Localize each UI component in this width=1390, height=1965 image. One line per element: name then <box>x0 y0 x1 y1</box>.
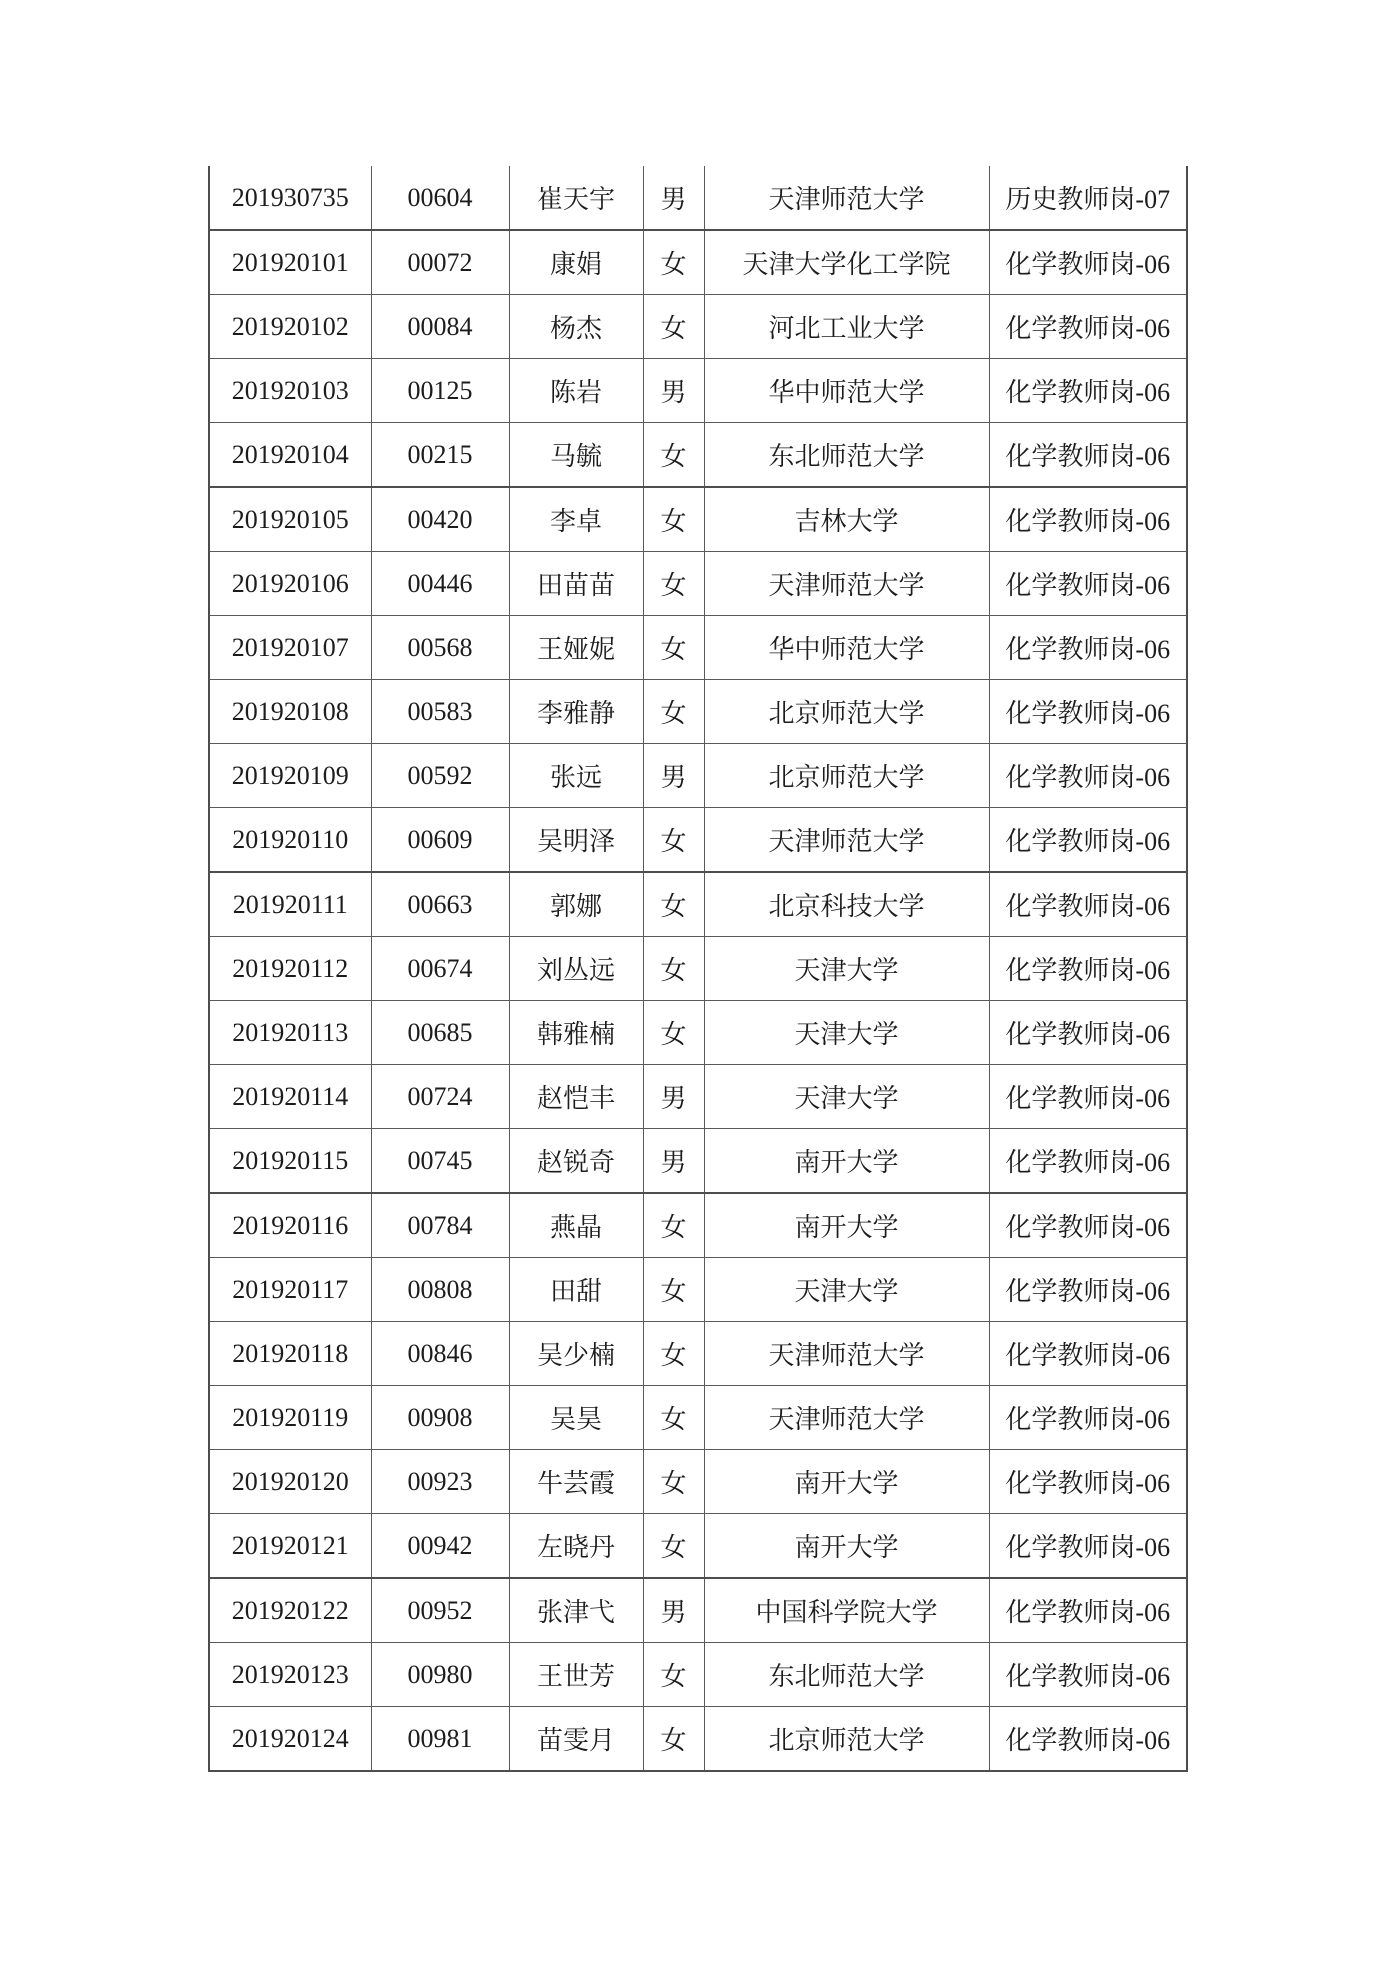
candidate-number-cell: 00784 <box>371 1193 509 1258</box>
candidate-number-cell: 00685 <box>371 1001 509 1065</box>
registration-number-cell: 201930735 <box>209 166 371 230</box>
position-cell: 化学教师岗-06 <box>989 423 1187 488</box>
table-row <box>209 1258 1187 1322</box>
position-cell: 化学教师岗-06 <box>989 937 1187 1001</box>
university-cell: 华中师范大学 <box>704 359 989 423</box>
name-cell: 赵锐奇 <box>509 1129 643 1194</box>
gender-cell: 女 <box>643 1643 704 1707</box>
registration-number-cell: 201920117 <box>209 1258 371 1322</box>
position-cell: 化学教师岗-06 <box>989 808 1187 873</box>
name-cell: 赵恺丰 <box>509 1065 643 1129</box>
table-row <box>209 359 1187 423</box>
position-cell: 化学教师岗-06 <box>989 1514 1187 1579</box>
name-cell: 田苗苗 <box>509 552 643 616</box>
name-cell: 李卓 <box>509 487 643 552</box>
position-cell: 化学教师岗-06 <box>989 1322 1187 1386</box>
position-cell: 化学教师岗-06 <box>989 487 1187 552</box>
candidate-number-cell: 00942 <box>371 1514 509 1579</box>
candidate-number-cell: 00446 <box>371 552 509 616</box>
gender-cell: 女 <box>643 552 704 616</box>
gender-cell: 女 <box>643 1386 704 1450</box>
registration-number-cell: 201920111 <box>209 872 371 937</box>
table-row <box>209 1578 1187 1643</box>
gender-cell: 男 <box>643 359 704 423</box>
candidate-number-cell: 00908 <box>371 1386 509 1450</box>
table-row <box>209 166 1187 230</box>
name-cell: 陈岩 <box>509 359 643 423</box>
candidate-number-cell: 00125 <box>371 359 509 423</box>
table-row <box>209 808 1187 873</box>
registration-number-cell: 201920102 <box>209 295 371 359</box>
registration-number-cell: 201920105 <box>209 487 371 552</box>
candidate-number-cell: 00674 <box>371 937 509 1001</box>
university-cell: 天津大学 <box>704 937 989 1001</box>
candidate-number-cell: 00846 <box>371 1322 509 1386</box>
position-cell: 化学教师岗-06 <box>989 1065 1187 1129</box>
position-cell: 化学教师岗-06 <box>989 680 1187 744</box>
table-row <box>209 1386 1187 1450</box>
position-cell: 化学教师岗-06 <box>989 1578 1187 1643</box>
position-cell: 化学教师岗-06 <box>989 1129 1187 1194</box>
university-cell: 北京师范大学 <box>704 680 989 744</box>
table-row <box>209 680 1187 744</box>
candidate-number-cell: 00981 <box>371 1707 509 1772</box>
university-cell: 华中师范大学 <box>704 616 989 680</box>
registration-number-cell: 201920109 <box>209 744 371 808</box>
table-row <box>209 1193 1187 1258</box>
registration-number-cell: 201920107 <box>209 616 371 680</box>
gender-cell: 女 <box>643 616 704 680</box>
position-cell: 化学教师岗-06 <box>989 1707 1187 1772</box>
name-cell: 韩雅楠 <box>509 1001 643 1065</box>
position-cell: 化学教师岗-06 <box>989 1450 1187 1514</box>
position-cell: 化学教师岗-06 <box>989 1258 1187 1322</box>
registration-number-cell: 201920101 <box>209 230 371 295</box>
registration-number-cell: 201920103 <box>209 359 371 423</box>
name-cell: 牛芸霞 <box>509 1450 643 1514</box>
gender-cell: 女 <box>643 1258 704 1322</box>
candidate-number-cell: 00592 <box>371 744 509 808</box>
gender-cell: 女 <box>643 1450 704 1514</box>
table-row <box>209 1065 1187 1129</box>
university-cell: 北京师范大学 <box>704 744 989 808</box>
university-cell: 天津师范大学 <box>704 1386 989 1450</box>
registration-number-cell: 201920110 <box>209 808 371 873</box>
candidate-number-cell: 00923 <box>371 1450 509 1514</box>
university-cell: 天津师范大学 <box>704 166 989 230</box>
name-cell: 马毓 <box>509 423 643 488</box>
university-cell: 天津师范大学 <box>704 552 989 616</box>
university-cell: 南开大学 <box>704 1450 989 1514</box>
table-row <box>209 1001 1187 1065</box>
university-cell: 南开大学 <box>704 1193 989 1258</box>
registration-number-cell: 201920121 <box>209 1514 371 1579</box>
name-cell: 李雅静 <box>509 680 643 744</box>
table-row <box>209 616 1187 680</box>
registration-number-cell: 201920104 <box>209 423 371 488</box>
name-cell: 张津弋 <box>509 1578 643 1643</box>
candidate-number-cell: 00583 <box>371 680 509 744</box>
gender-cell: 男 <box>643 1578 704 1643</box>
candidate-roster-table <box>208 166 1188 1772</box>
gender-cell: 女 <box>643 487 704 552</box>
position-cell: 化学教师岗-06 <box>989 359 1187 423</box>
gender-cell: 女 <box>643 1514 704 1579</box>
university-cell: 东北师范大学 <box>704 1643 989 1707</box>
name-cell: 杨杰 <box>509 295 643 359</box>
table-row <box>209 872 1187 937</box>
name-cell: 崔天宇 <box>509 166 643 230</box>
table-row <box>209 487 1187 552</box>
candidate-number-cell: 00952 <box>371 1578 509 1643</box>
candidate-number-cell: 00420 <box>371 487 509 552</box>
position-cell: 化学教师岗-06 <box>989 1386 1187 1450</box>
gender-cell: 女 <box>643 808 704 873</box>
gender-cell: 男 <box>643 1065 704 1129</box>
university-cell: 天津大学化工学院 <box>704 230 989 295</box>
table-row <box>209 1322 1187 1386</box>
university-cell: 吉林大学 <box>704 487 989 552</box>
university-cell: 天津大学 <box>704 1001 989 1065</box>
candidate-number-cell: 00808 <box>371 1258 509 1322</box>
table-row <box>209 937 1187 1001</box>
gender-cell: 女 <box>643 1707 704 1772</box>
table-body <box>209 166 1187 1771</box>
gender-cell: 女 <box>643 872 704 937</box>
university-cell: 东北师范大学 <box>704 423 989 488</box>
gender-cell: 女 <box>643 1193 704 1258</box>
university-cell: 南开大学 <box>704 1129 989 1194</box>
university-cell: 天津师范大学 <box>704 808 989 873</box>
registration-number-cell: 201920120 <box>209 1450 371 1514</box>
name-cell: 吴明泽 <box>509 808 643 873</box>
university-cell: 北京科技大学 <box>704 872 989 937</box>
registration-number-cell: 201920122 <box>209 1578 371 1643</box>
position-cell: 化学教师岗-06 <box>989 744 1187 808</box>
registration-number-cell: 201920118 <box>209 1322 371 1386</box>
registration-number-cell: 201920113 <box>209 1001 371 1065</box>
position-cell: 化学教师岗-06 <box>989 1001 1187 1065</box>
candidate-number-cell: 00604 <box>371 166 509 230</box>
registration-number-cell: 201920124 <box>209 1707 371 1772</box>
gender-cell: 女 <box>643 295 704 359</box>
candidate-number-cell: 00215 <box>371 423 509 488</box>
name-cell: 吴昊 <box>509 1386 643 1450</box>
name-cell: 刘丛远 <box>509 937 643 1001</box>
table-row <box>209 1707 1187 1772</box>
position-cell: 化学教师岗-06 <box>989 872 1187 937</box>
position-cell: 化学教师岗-06 <box>989 230 1187 295</box>
university-cell: 天津大学 <box>704 1065 989 1129</box>
name-cell: 吴少楠 <box>509 1322 643 1386</box>
position-cell: 化学教师岗-06 <box>989 552 1187 616</box>
position-cell: 历史教师岗-07 <box>989 166 1187 230</box>
name-cell: 田甜 <box>509 1258 643 1322</box>
position-cell: 化学教师岗-06 <box>989 616 1187 680</box>
candidate-number-cell: 00072 <box>371 230 509 295</box>
registration-number-cell: 201920112 <box>209 937 371 1001</box>
gender-cell: 男 <box>643 166 704 230</box>
table-row <box>209 1514 1187 1579</box>
university-cell: 天津大学 <box>704 1258 989 1322</box>
candidate-number-cell: 00980 <box>371 1643 509 1707</box>
university-cell: 南开大学 <box>704 1514 989 1579</box>
university-cell: 北京师范大学 <box>704 1707 989 1772</box>
registration-number-cell: 201920115 <box>209 1129 371 1194</box>
name-cell: 康娟 <box>509 230 643 295</box>
registration-number-cell: 201920114 <box>209 1065 371 1129</box>
gender-cell: 女 <box>643 423 704 488</box>
candidate-number-cell: 00609 <box>371 808 509 873</box>
university-cell: 天津师范大学 <box>704 1322 989 1386</box>
registration-number-cell: 201920106 <box>209 552 371 616</box>
position-cell: 化学教师岗-06 <box>989 295 1187 359</box>
gender-cell: 女 <box>643 230 704 295</box>
university-cell: 中国科学院大学 <box>704 1578 989 1643</box>
gender-cell: 女 <box>643 680 704 744</box>
table-row <box>209 230 1187 295</box>
table-row <box>209 1450 1187 1514</box>
registration-number-cell: 201920108 <box>209 680 371 744</box>
gender-cell: 男 <box>643 1129 704 1194</box>
gender-cell: 女 <box>643 1322 704 1386</box>
table-row <box>209 552 1187 616</box>
registration-number-cell: 201920123 <box>209 1643 371 1707</box>
candidate-number-cell: 00663 <box>371 872 509 937</box>
position-cell: 化学教师岗-06 <box>989 1193 1187 1258</box>
name-cell: 王世芳 <box>509 1643 643 1707</box>
name-cell: 苗雯月 <box>509 1707 643 1772</box>
name-cell: 张远 <box>509 744 643 808</box>
name-cell: 王娅妮 <box>509 616 643 680</box>
candidate-number-cell: 00084 <box>371 295 509 359</box>
gender-cell: 女 <box>643 937 704 1001</box>
position-cell: 化学教师岗-06 <box>989 1643 1187 1707</box>
candidate-number-cell: 00745 <box>371 1129 509 1194</box>
gender-cell: 女 <box>643 1001 704 1065</box>
name-cell: 燕晶 <box>509 1193 643 1258</box>
university-cell: 河北工业大学 <box>704 295 989 359</box>
table-row <box>209 744 1187 808</box>
gender-cell: 男 <box>643 744 704 808</box>
table-row <box>209 1129 1187 1194</box>
table-row <box>209 423 1187 488</box>
candidate-number-cell: 00568 <box>371 616 509 680</box>
registration-number-cell: 201920116 <box>209 1193 371 1258</box>
name-cell: 郭娜 <box>509 872 643 937</box>
table-row <box>209 1643 1187 1707</box>
registration-number-cell: 201920119 <box>209 1386 371 1450</box>
name-cell: 左晓丹 <box>509 1514 643 1579</box>
table-row <box>209 295 1187 359</box>
candidate-number-cell: 00724 <box>371 1065 509 1129</box>
